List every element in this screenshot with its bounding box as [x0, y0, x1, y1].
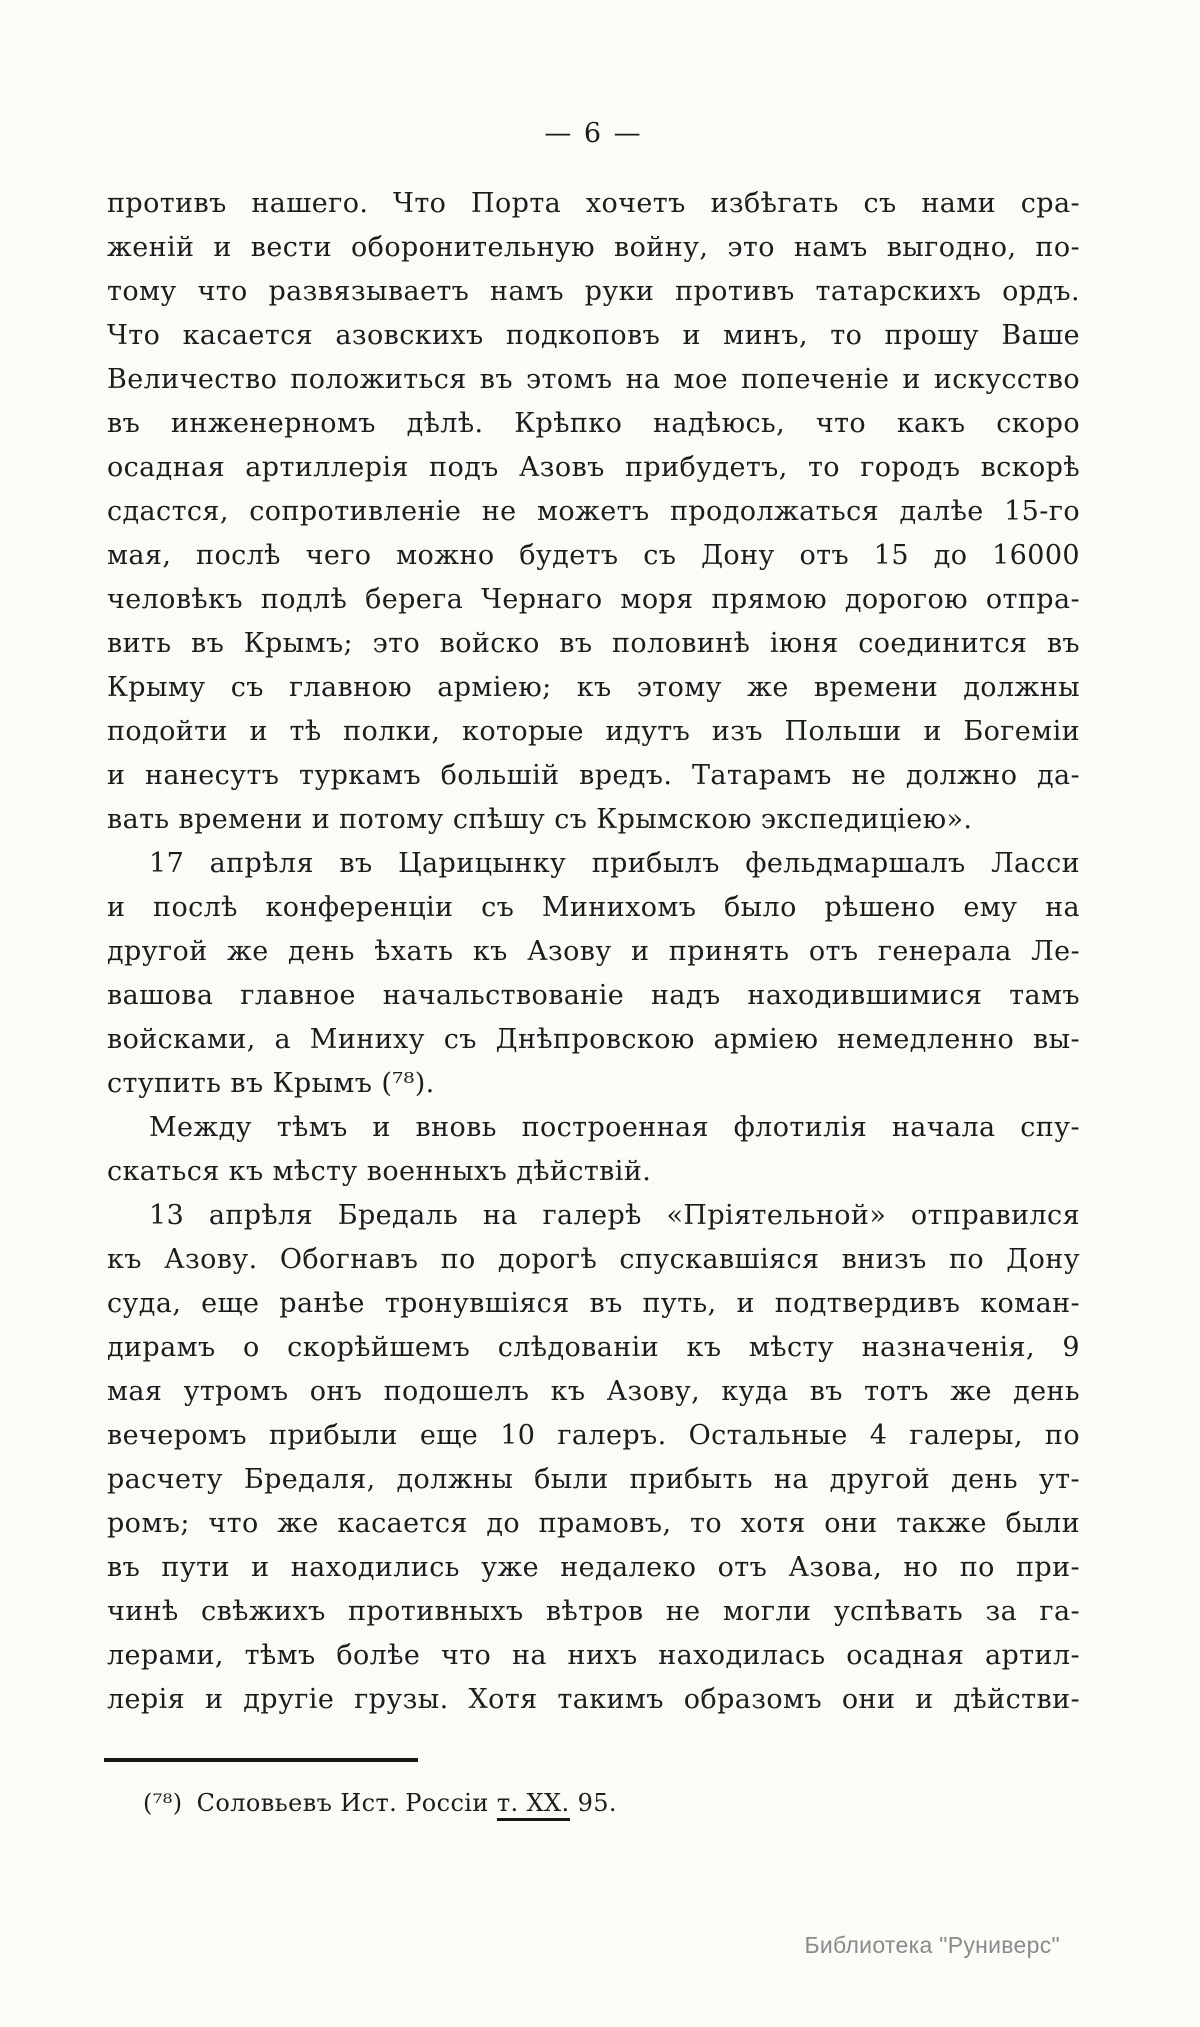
- text-line: ступить въ Крымъ (⁷⁸).: [107, 1068, 435, 1099]
- text-line: и послѣ конференціи съ Минихомъ было рѣшено ему на: [107, 892, 1080, 923]
- text-line: скаться къ мѣсту военныхъ дѣйствій.: [107, 1156, 652, 1187]
- text-line: осадная артиллерія подъ Азовъ прибудетъ, то городъ вскорѣ: [107, 452, 1080, 483]
- text-line: Между тѣмъ и вновь построенная флотилія начала спу-: [149, 1112, 1080, 1143]
- paragraph-4: [107, 1194, 1080, 1722]
- text-line: расчету Бредаля, должны были прибыть на другой день ут-: [107, 1464, 1080, 1495]
- paragraph-3: [107, 1106, 1080, 1194]
- text-line: женій и вести оборонительную войну, это намъ выгодно, по-: [107, 232, 1080, 263]
- text-line: тому что развязываетъ намъ руки противъ татарскихъ ордъ.: [107, 276, 1080, 307]
- footnote-text-post: 95.: [577, 1789, 617, 1817]
- footnote-marker: (⁷⁸): [143, 1789, 183, 1817]
- text-line: чинѣ свѣжихъ противныхъ вѣтров не могли успѣвать за га-: [107, 1596, 1080, 1627]
- paragraph-1: [107, 182, 1080, 842]
- body-text: [107, 182, 1080, 1722]
- text-line: 13 апрѣля Бредаль на галерѣ «Пріятельной» отправился: [149, 1200, 1080, 1231]
- text-line: сдастся, сопротивленіе не можетъ продолжаться далѣе 15-го: [107, 496, 1080, 527]
- text-line: суда, еще ранѣе тронувшіяся въ путь, и подтвердивъ коман-: [107, 1288, 1080, 1319]
- page-number: — 6 —: [544, 118, 643, 149]
- text-line: и нанесутъ туркамъ большій вредъ. Татарамъ не должно да-: [107, 760, 1080, 791]
- text-line: Крыму съ главною арміею; къ этому же времени должны: [107, 672, 1080, 703]
- footnote-text-pre: Соловьевъ Ист. Россіи: [196, 1789, 489, 1817]
- footnote-separator: [104, 1758, 418, 1762]
- text-line: подойти и тѣ полки, которые идутъ изъ Польши и Богеміи: [107, 716, 1080, 747]
- text-line: 17 апрѣля въ Царицынку прибылъ фельдмаршалъ Ласси: [149, 848, 1080, 879]
- text-line: Величество положиться въ этомъ на мое попеченіе и искусство: [107, 364, 1080, 395]
- text-line: вашова главное начальствованіе надъ находившимися тамъ: [107, 980, 1080, 1011]
- text-line: противъ нашего. Что Порта хочетъ избѣгать съ нами сра-: [107, 188, 1080, 219]
- text-line: войсками, а Миниху съ Днѣпровскою арміею немедленно вы-: [107, 1024, 1080, 1055]
- text-line: въ пути и находились уже недалеко отъ Азова, но по при-: [107, 1552, 1080, 1583]
- text-line: лерія и другіе грузы. Хотя такимъ образомъ они и дѣйстви-: [107, 1684, 1080, 1715]
- text-line: ромъ; что же касается до прамовъ, то хотя они также были: [107, 1508, 1080, 1539]
- library-watermark: Библиотека "Руниверс": [804, 1932, 1060, 1958]
- footnote: [107, 1786, 1080, 1820]
- footnote-text-underlined: т. XX.: [497, 1789, 570, 1821]
- text-line: мая утромъ онъ подошелъ къ Азову, куда въ тотъ же день: [107, 1376, 1080, 1407]
- text-line: лерами, тѣмъ болѣе что на нихъ находилась осадная артил-: [107, 1640, 1080, 1671]
- text-line: вечеромъ прибыли еще 10 галеръ. Остальные 4 галеры, по: [107, 1420, 1080, 1451]
- text-line: дирамъ о скорѣйшемъ слѣдованіи къ мѣсту назначенія, 9: [107, 1332, 1080, 1363]
- text-line: Что касается азовскихъ подкоповъ и минъ, то прошу Ваше: [107, 320, 1080, 351]
- text-line: вить въ Крымъ; это войско въ половинѣ іюня соединится въ: [107, 628, 1080, 659]
- text-line: вать времени и потому спѣшу съ Крымскою экспедиціею».: [107, 804, 973, 835]
- text-line: мая, послѣ чего можно будетъ съ Дону отъ 15 до 16000: [107, 540, 1080, 571]
- text-line: къ Азову. Обогнавъ по дорогѣ спускавшіяся внизъ по Дону: [107, 1244, 1080, 1275]
- text-line: другой же день ѣхать къ Азову и принять отъ генерала Ле-: [107, 936, 1080, 967]
- paragraph-2: [107, 842, 1080, 1106]
- text-line: въ инженерномъ дѣлѣ. Крѣпко надѣюсь, что какъ скоро: [107, 408, 1080, 439]
- text-line: человѣкъ подлѣ берега Чернаго моря прямою дорогою отпра-: [107, 584, 1080, 615]
